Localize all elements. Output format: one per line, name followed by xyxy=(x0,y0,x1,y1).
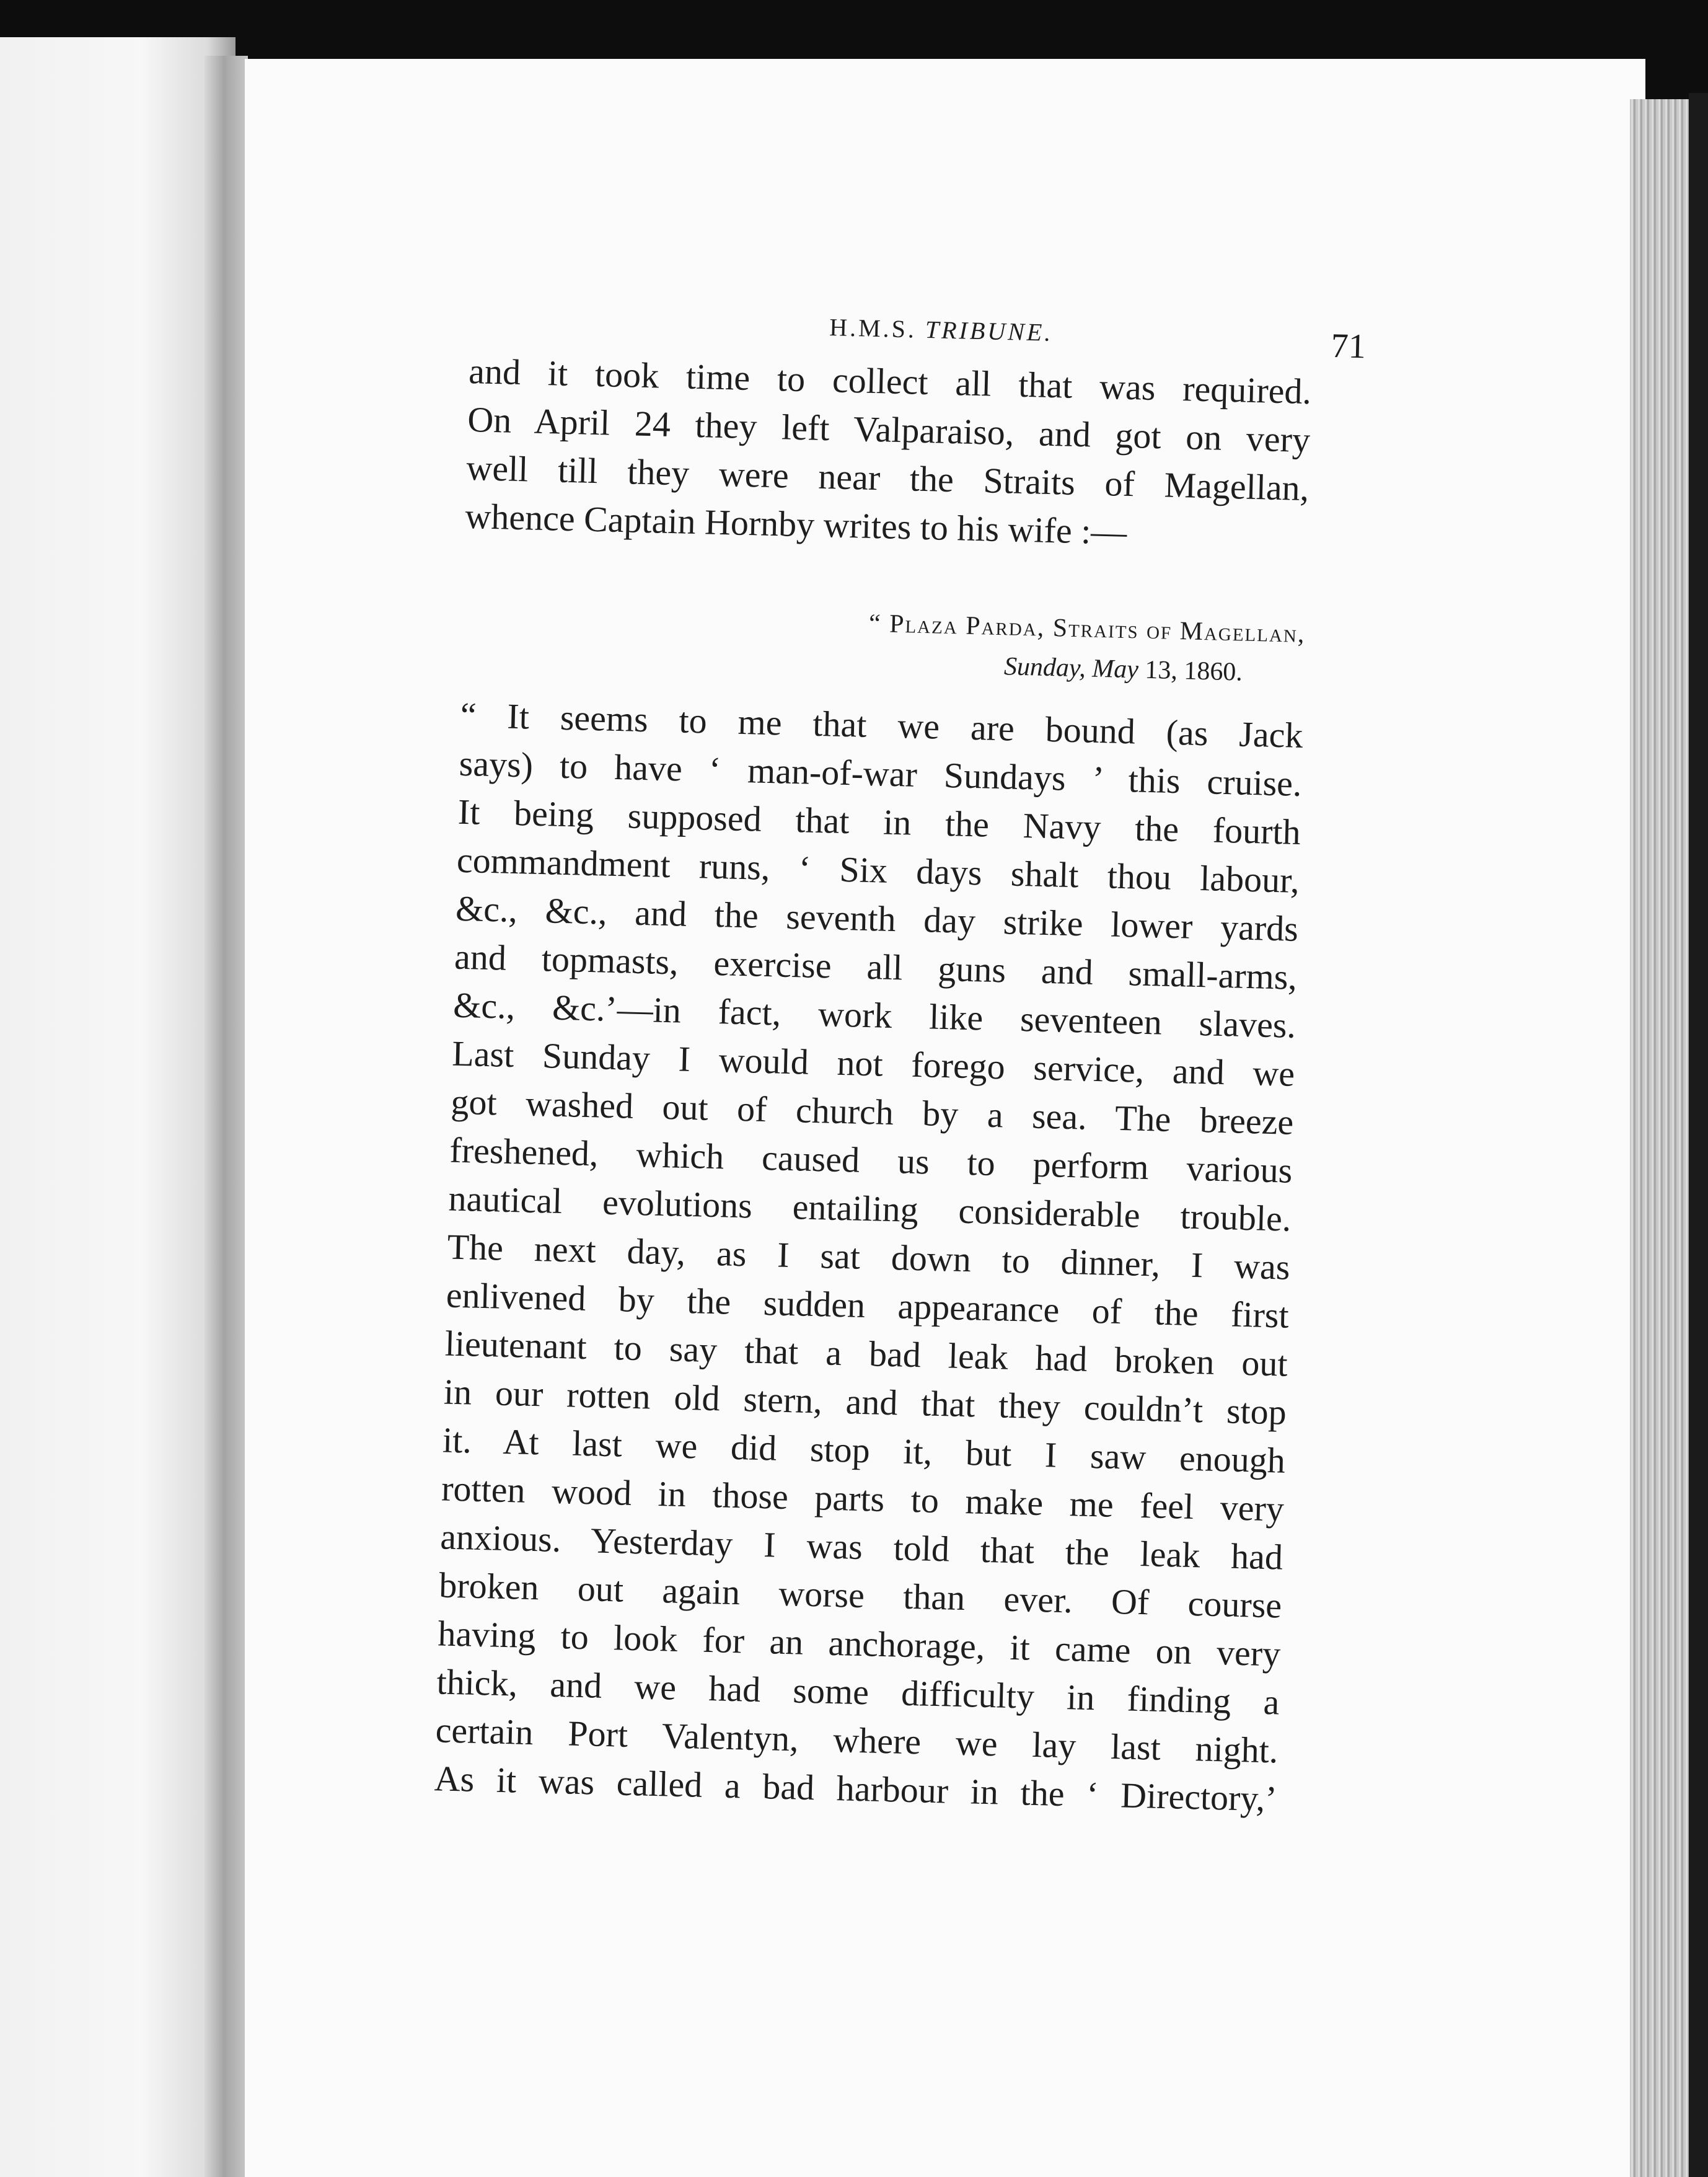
text-line: it. At last we did stop it, but I saw enough xyxy=(442,1420,1286,1481)
text-line: well till they were near the Straits of Magellan, xyxy=(465,447,1310,509)
text-line: certain Port Valentyn, where we lay last night. xyxy=(434,1710,1279,1771)
text-line: thick, and we had some difficulty in finding a xyxy=(436,1661,1280,1723)
letter-date-rest: 13, 1860. xyxy=(1144,655,1243,687)
text-line: rotten wood in those parts to make me feel very xyxy=(441,1468,1285,1529)
scan-background-top xyxy=(0,0,1708,62)
text-line: As it was called a bad harbour in the ‘ Directory,’ xyxy=(434,1758,1278,1819)
text-line: Last Sunday I would not forego service, and we xyxy=(451,1033,1295,1094)
text-line: freshened, which caused us to perform various xyxy=(449,1129,1293,1191)
text-line: commandment runs, ‘ Six days shalt thou labour, xyxy=(456,839,1300,901)
text-line: and it took time to collect all that was required. xyxy=(468,350,1312,412)
text-line: broken out again worse than ever. Of course xyxy=(438,1565,1282,1626)
text-line: nautical evolutions entailing considerable trouble. xyxy=(447,1178,1292,1239)
page-edges xyxy=(1630,99,1689,2177)
text-line: and topmasts, exercise all guns and small-arms, xyxy=(454,936,1298,997)
text-line: &c., &c., and the seventh day strike lower yards xyxy=(455,888,1299,949)
text-line: anxious. Yesterday I was told that the leak had xyxy=(439,1516,1283,1578)
book-gutter xyxy=(205,56,248,2177)
text-line: &c., &c.’—in fact, work like seventeen slaves. xyxy=(452,984,1296,1046)
text-line: It being supposed that in the Navy the fourth xyxy=(457,791,1301,852)
letter-day: Sunday, xyxy=(1003,652,1086,683)
text-line: in our rotten old stern, and that they couldn’t stop xyxy=(443,1371,1287,1433)
text-line: On April 24 they left Valparaiso, and got on very xyxy=(467,399,1311,461)
running-head-ship-name: TRIBUNE. xyxy=(925,315,1054,347)
page-text-block xyxy=(434,279,1370,1825)
running-head xyxy=(829,312,1054,347)
text-line: lieutenant to say that a bad leak had broken out xyxy=(444,1323,1288,1384)
text-line: got washed out of church by a sea. The breeze xyxy=(450,1081,1294,1142)
text-line: whence Captain Hornby writes to his wife :— xyxy=(464,495,1128,552)
text-line: says) to have ‘ man-of-war Sundays ’ this cruise. xyxy=(459,743,1303,804)
text-line: enlivened by the sudden appearance of the first xyxy=(446,1274,1290,1336)
page-number: 71 xyxy=(1331,326,1367,366)
text-line: “ It seems to me that we are bound (as Jack xyxy=(460,694,1304,756)
letter-month: May xyxy=(1091,654,1139,684)
left-page-blank xyxy=(0,37,236,2177)
letter-place: “ Plaza Parda, Straits of Magellan, xyxy=(868,609,1306,649)
scan-background-right xyxy=(1689,93,1708,2177)
paragraph-intro xyxy=(465,347,1368,562)
paragraph-letter xyxy=(434,691,1359,1825)
text-line: The next day, as I sat down to dinner, I was xyxy=(447,1226,1291,1287)
text-line: having to look for an anchorage, it came on very xyxy=(437,1613,1281,1674)
running-head-prefix: H.M.S. xyxy=(829,313,926,343)
